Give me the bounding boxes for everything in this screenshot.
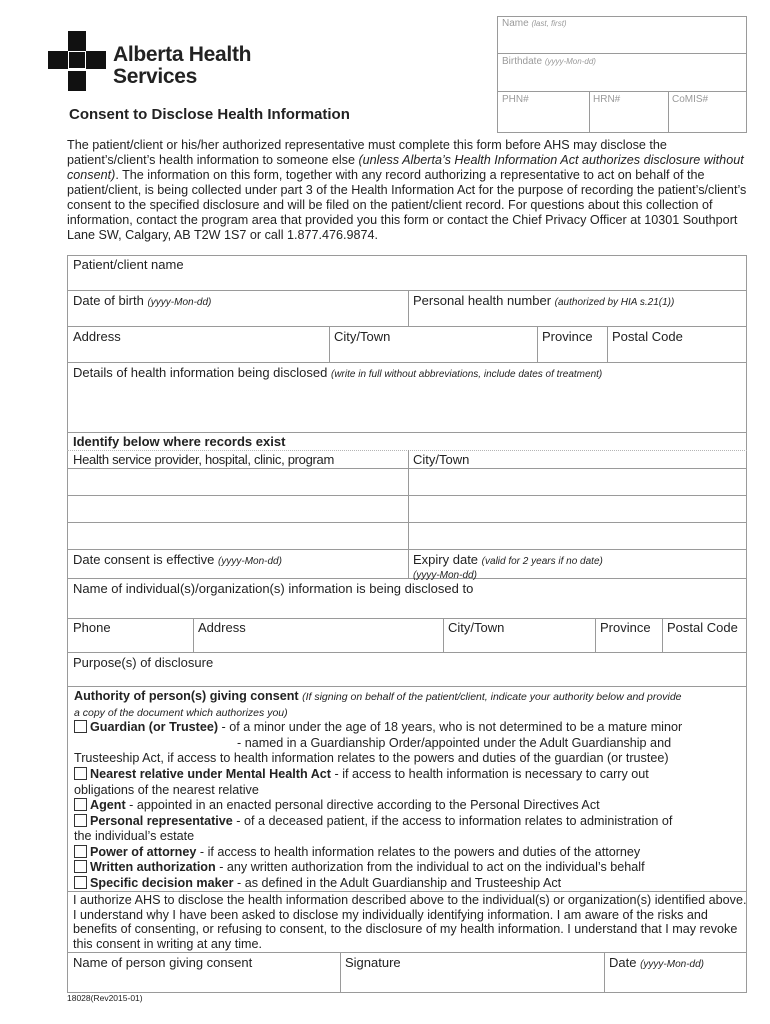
personal-representative-checkbox[interactable] bbox=[74, 814, 87, 827]
records-heading: Identify below where records exist bbox=[73, 434, 286, 449]
logo-wordmark bbox=[113, 44, 251, 88]
provider-city-column-header: City/Town bbox=[413, 452, 470, 467]
logo-line1: Alberta Health bbox=[113, 43, 252, 66]
power-of-attorney-checkbox[interactable] bbox=[74, 845, 87, 858]
purpose-field[interactable]: Purpose(s) of disclosure bbox=[73, 655, 214, 670]
records-row-2[interactable] bbox=[68, 496, 746, 522]
authority-hint: a copy of the document which authorizes you) bbox=[74, 707, 288, 719]
guardian-line2: - named in a Guardianship Order/appointed under the Adult Guardianship and bbox=[237, 736, 672, 750]
recipient-postal-code-field[interactable]: Postal Code bbox=[667, 620, 738, 635]
records-row-1[interactable] bbox=[68, 469, 746, 495]
patient-id-box bbox=[497, 16, 747, 133]
intro-paragraph: The patient/client or his/her authorized representative must complete this form before AHS may disclose the patient’s/client’s health information to someone else (unless Alberta’s Health Information Act authorizes disclosure without consent). The information on this form, together with any record authorizing a representative to act on behalf of the patient/client, is being collected under part 3 of the Health Information Act for the purpose of recording the patient’s/client’s consent to the specified disclosure and will be filed on the patient/client record. For questions about this collection of information, contact the program area that provided you this form or contact the Chief Privacy Officer at 10301 Southport Lane SW, Calgary, AB T2W 1S7 or call 1.877.476.9874. bbox=[67, 138, 747, 242]
id-birthdate-label[interactable]: Birthdate (yyyy-Mon-dd) bbox=[502, 56, 596, 67]
written-authorization-checkbox[interactable] bbox=[74, 860, 87, 873]
ahs-cross-icon bbox=[48, 31, 106, 91]
recipient-city-field[interactable]: City/Town bbox=[448, 620, 505, 635]
logo-line2: Services bbox=[113, 65, 198, 88]
postal-code-field[interactable]: Postal Code bbox=[612, 329, 683, 344]
provider-column-header: Health service provider, hospital, clinic, program bbox=[73, 452, 335, 467]
province-field[interactable]: Province bbox=[542, 329, 593, 344]
specific-decision-maker-checkbox[interactable] bbox=[74, 876, 87, 889]
id-comis-label[interactable]: CoMIS# bbox=[672, 94, 709, 105]
authority-guardian: Guardian (or Trustee) - of a minor under the age of 18 years, who is not determined to be a mature minor bbox=[74, 720, 750, 736]
authority-written-authorization: Written authorization - any written authorization from the individual to act on the individual’s behalf bbox=[74, 860, 750, 876]
authority-specific-decision-maker: Specific decision maker - as defined in the Adult Guardianship and Trusteeship Act bbox=[74, 876, 750, 892]
form-title: Consent to Disclose Health Information bbox=[69, 106, 350, 123]
recipient-address-field[interactable]: Address bbox=[198, 620, 246, 635]
guardian-checkbox[interactable] bbox=[74, 720, 87, 733]
personal-representative-line2: the individual’s estate bbox=[74, 829, 195, 843]
patient-name-field[interactable]: Patient/client name bbox=[73, 257, 184, 272]
agent-checkbox[interactable] bbox=[74, 798, 87, 811]
dob-field[interactable]: Date of birth (yyyy-Mon-dd) bbox=[73, 293, 212, 308]
recipient-name-field[interactable]: Name of individual(s)/organization(s) information is being disclosed to bbox=[73, 581, 474, 596]
id-phn-label[interactable]: PHN# bbox=[502, 94, 529, 105]
authority-heading: Authority of person(s) giving consent (If signing on behalf of the patient/client, indicate your authority below and provide bbox=[74, 689, 682, 703]
nearest-relative-checkbox[interactable] bbox=[74, 767, 87, 780]
consent-statement: I authorize AHS to disclose the health information described above to the individual(s) or organization(s) identified above. I understand why I have been asked to disclose my individually identifying information. I am aware of the risks and benefits of consenting, or refusing to consent, to the disclosure of my health information. I understand that I may revoke this consent in writing at any time. bbox=[73, 893, 747, 951]
expiry-date-format-hint: (yyyy-Mon-dd) bbox=[413, 570, 477, 581]
form-number: 18028(Rev2015-01) bbox=[67, 993, 143, 1003]
authority-nearest-relative: Nearest relative under Mental Health Act - if access to health information is necessary to carry out bbox=[74, 767, 750, 783]
consent-effective-date-field[interactable]: Date consent is effective (yyyy-Mon-dd) bbox=[73, 552, 282, 567]
recipient-province-field[interactable]: Province bbox=[600, 620, 651, 635]
city-field[interactable]: City/Town bbox=[334, 329, 391, 344]
recipient-phone-field[interactable]: Phone bbox=[73, 620, 111, 635]
signature-field[interactable]: Signature bbox=[345, 955, 401, 970]
authority-personal-representative: Personal representative - of a deceased patient, if the access to information relates to administration of bbox=[74, 814, 750, 830]
authority-agent: Agent - appointed in an enacted personal directive according to the Personal Directives Act bbox=[74, 798, 750, 814]
expiry-date-field[interactable]: Expiry date (valid for 2 years if no date) bbox=[413, 552, 603, 567]
consenter-name-field[interactable]: Name of person giving consent bbox=[73, 955, 253, 970]
phn-field[interactable]: Personal health number (authorized by HIA s.21(1)) bbox=[413, 293, 675, 308]
records-row-3[interactable] bbox=[68, 523, 746, 549]
id-hrn-label[interactable]: HRN# bbox=[593, 94, 621, 105]
authority-power-of-attorney: Power of attorney - if access to health information relates to the powers and duties of the attorney bbox=[74, 845, 750, 861]
guardian-line3: Trusteeship Act, if access to health information relates to the powers and duties of the guardian (or trustee) bbox=[74, 751, 669, 765]
signature-date-field[interactable]: Date (yyyy-Mon-dd) bbox=[609, 955, 704, 970]
details-field[interactable]: Details of health information being disclosed (write in full without abbreviations, include dates of treatment) bbox=[73, 365, 603, 380]
nearest-relative-line2: obligations of the nearest relative bbox=[74, 783, 259, 797]
address-field[interactable]: Address bbox=[73, 329, 121, 344]
id-name-label[interactable]: Name (last, first) bbox=[502, 18, 567, 29]
